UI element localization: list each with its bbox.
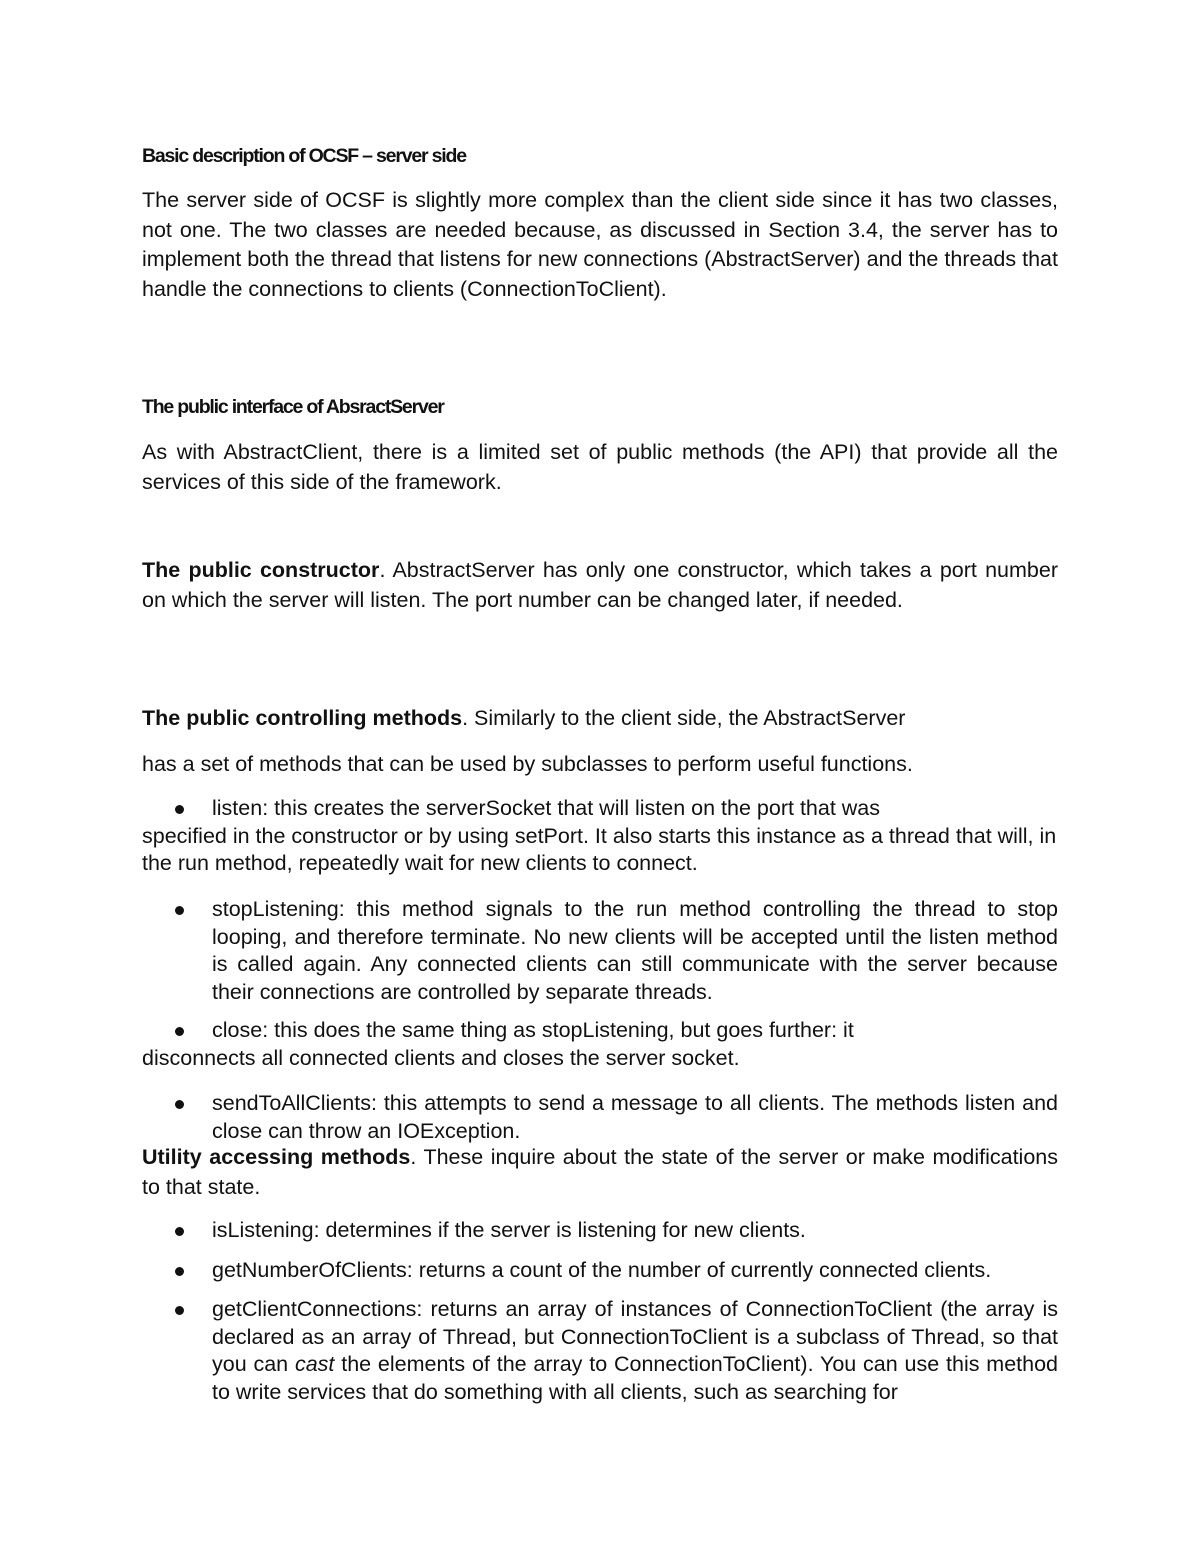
list-item-get-number-of-clients: [142, 1257, 1058, 1285]
list-item-listen: [142, 795, 1058, 878]
text-controlling-methods: . Similarly to the client side, the AbstractServer: [462, 706, 906, 730]
label-controlling-methods: The public controlling methods: [142, 706, 463, 730]
list-item-listen-first-line: listen: this creates the serverSocket that will listen on the port that was: [212, 796, 881, 820]
list-item-send-to-all: [142, 1090, 1058, 1145]
list-item-stop-listening-text: stopListening: this method signals to the run method controlling the thread to stop looping, and therefore terminate. No new clients will be accepted until the listen method is called again. Any connected clients can still communicate with the server because their connections are controlled by separate threads.: [212, 897, 1058, 1004]
list-item-get-number-of-clients-text: getNumberOfClients: returns a count of the number of currently connected clients.: [212, 1258, 992, 1282]
bullet-icon: [175, 1100, 184, 1109]
bullet-icon: [175, 1306, 184, 1315]
list-item-is-listening-text: isListening: determines if the server is listening for new clients.: [212, 1218, 806, 1242]
list-item-get-client-connections: [142, 1296, 1058, 1406]
bullet-icon: [175, 906, 184, 915]
heading-public-interface: The public interface of AbsractServer: [142, 396, 444, 418]
bullet-icon: [175, 805, 184, 814]
paragraph-public-api: As with AbstractClient, there is a limited set of public methods (the API) that provide all the services of this side of the framework.: [142, 440, 1058, 494]
label-public-constructor: The public constructor: [142, 558, 380, 582]
list-item-close-first-line: close: this does the same thing as stopListening, but goes further: it: [212, 1018, 854, 1042]
text-public-constructor: . AbstractServer has only one constructor, which takes a port number on which the server will listen. The port number can be changed later, if needed.: [142, 558, 1058, 612]
bullet-icon: [175, 1267, 184, 1276]
paragraph-utility-methods: [142, 1143, 1058, 1202]
get-client-connections-part-b: the elements of the array to ConnectionToClient). You can use this method to write services that do something with all clients, such as searching for: [212, 1352, 1059, 1404]
list-item-get-client-connections-text: [212, 1296, 1058, 1406]
bullet-icon: [175, 1227, 184, 1236]
get-client-connections-part-a: getClientConnections: returns an array of instances of ConnectionToClient (the array is declared as an array of Thread, but ConnectionToClient is a subclass of Thread, so that you can: [212, 1297, 1058, 1376]
document-page: [142, 0, 1058, 1553]
get-client-connections-emphasis: cast: [294, 1352, 335, 1376]
list-item-close: [142, 1017, 1058, 1072]
paragraph-controlling-intro: has a set of methods that can be used by subclasses to perform useful functions.: [142, 752, 913, 776]
text-utility-methods: . These inquire about the state of the server or make modifications to that state.: [142, 1145, 1058, 1199]
paragraph-server-side-overview: The server side of OCSF is slightly more complex than the client side since it has two classes, not one. The two classes are needed because, as discussed in Section 3.4, the server has to implement both the thread that listens for new connections (AbstractServer) and the threads that handle the connections to clients (ConnectionToClient).: [142, 188, 1058, 301]
list-item-stop-listening: [142, 896, 1058, 1006]
list-item-listen-continuation: specified in the constructor or by using setPort. It also starts this instance as a thread that will, in the run method, repeatedly wait for new clients to connect.: [142, 823, 1057, 875]
heading-basic-description: Basic description of OCSF – server side: [142, 145, 466, 167]
list-item-is-listening: [142, 1217, 1058, 1245]
paragraph-public-constructor: [142, 556, 1058, 615]
list-item-close-continuation: disconnects all connected clients and closes the server socket.: [142, 1045, 740, 1070]
list-item-send-to-all-text: sendToAllClients: this attempts to send a message to all clients. The methods listen and close can throw an IOException.: [212, 1091, 1058, 1143]
label-utility-methods: Utility accessing methods: [142, 1145, 411, 1169]
bullet-icon: [175, 1027, 184, 1036]
paragraph-controlling-methods: [142, 704, 1058, 734]
